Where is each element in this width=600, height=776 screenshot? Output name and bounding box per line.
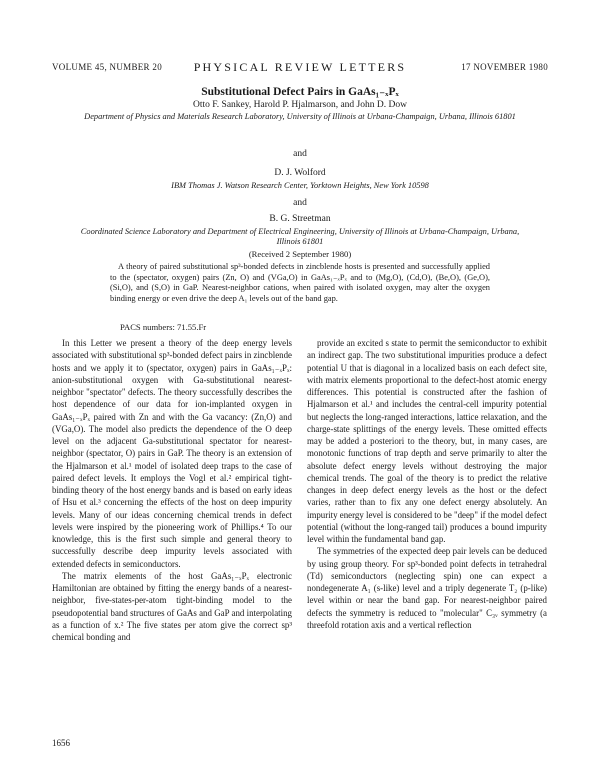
- author-list-1: Otto F. Sankey, Harold P. Hjalmarson, and John D. Dow: [193, 100, 407, 110]
- author-list-2: D. J. Wolford: [274, 168, 326, 178]
- journal-name: PHYSICAL REVIEW LETTERS: [193, 60, 407, 74]
- running-header: [52, 60, 548, 78]
- body-paragraph: provide an excited s state to permit the semiconductor to exhibit an indirect gap. The two substitutional impurities produce a defect potential U that is diagonal in a localized basis on each defect site, with matrix elements proportional to the defect-host atomic energy differences. This potential is constructed after the fashion of Hjalmarson et al.¹ and includes the central-cell impurity potential but neglects the long-ranged interactions, lattice relaxation, and the charge-state splittings of the energy levels. These omitted effects may be added a posteriori to the theory, but, in many cases, are monotonic functions of trap depth and serve primarily to alter the absolute defect energy levels without destroying the major chemical trends. The goal of the theory is to predict the relative changes in deep defect energy levels as the host or the defect varies, rather than to fix any one defect energy absolutely. An impurity energy level is considered to be "deep" if the model defect potential (without the long-ranged tail) produces a bound impurity level within the fundamental band gap.: [307, 338, 547, 544]
- received-date: (Received 2 September 1980): [248, 249, 352, 259]
- pacs-numbers: PACS numbers: 71.55.Fr: [120, 322, 207, 332]
- body-paragraph: In this Letter we present a theory of the deep energy levels associated with substitutional sp³-bonded defect pairs in zincblende hosts and we apply it to (spectator, oxygen) pairs in GaAs₁₋ₓPₓ: anion-substitutional oxygen with Ga-substitutional nearest-neighbor "spectator" defects. The theory successfully describes the host dependence of our data for ion-implanted oxygen in GaAs₁₋ₓPₓ paired with Zn and with the Ga vacancy: (Zn,O) and (VGa,O). The model also predicts the dependence of the O deep level on the adjacent Ga-substitutional spectator for nearest-neighbor (spectator, O) pairs in GaP. The theory is an extension of the Hjalmarson et al.¹ model of isolated deep traps to the case of paired defect levels. It employs the Vogl et al.² empirical tight-binding theory of the host energy bands and is based on early ideas of Hsu et al.³ concerning the effects of the host on deep impurity levels. Many of our ideas concerning chemical trends in defect levels were inspired by the pioneering work of Phillips.⁴ To our knowledge, this is the first such simple and general theory to successfully describe deep impurity levels associated with extended defects in semiconductors.: [52, 338, 292, 569]
- page-number: 1656: [52, 738, 70, 748]
- right-column: [307, 337, 547, 631]
- author-conjunction-1: and: [293, 149, 307, 159]
- author-conjunction-2: and: [293, 198, 307, 208]
- affiliation-2: IBM Thomas J. Watson Research Center, Yorktown Heights, New York 10598: [171, 181, 429, 190]
- left-column: [52, 337, 292, 643]
- author-list-3: B. G. Streetman: [269, 214, 331, 224]
- affiliation-1: Department of Physics and Materials Research Laboratory, University of Illinois at Urbana-Champaign, Urbana, Illinois 61801: [84, 112, 516, 121]
- paper-title: Substitutional Defect Pairs in GaAs₁₋ₓPₓ: [201, 86, 399, 98]
- abstract: A theory of paired substitutional sp³-bonded defects in zincblende hosts is presented and successfully applied to the (spectator, oxygen) pairs (Zn, O) and (VGa,O) in GaAs₁₋ₓPₓ and to (Mg,O), (Cd,O), (Be,O), (Ge,O), (Si,O), and (S,O) in GaP. Nearest-neighbor cations, when paired with isolated oxygen, may alter the oxygen binding energy or even drive the deep A₁ levels out of the band gap.: [110, 262, 490, 303]
- affiliation-3: Coordinated Science Laboratory and Department of Electrical Engineering, University of Illinois at Urbana-Champaign, Urbana, Illinois 61801: [80, 227, 520, 246]
- body-paragraph: The symmetries of the expected deep pair levels can be deduced by using group theory. For sp³-bonded point defects in tetrahedral (Td) semiconductors (neglecting spin) one can expect a nondegenerate A₁ (s-like) level and a triply degenerate T₂ (p-like) level within or near the band gap. For nearest-neighbor paired defects the symmetry is reduced to "molecular" C₃ᵥ symmetry (a threefold rotation axis and a vertical reflection: [307, 546, 547, 630]
- body-paragraph: The matrix elements of the host GaAs₁₋ₓPₓ electronic Hamiltonian are obtained by fitting the energy bands of a nearest-neighbor, five-states-per-atom tight-binding model to the pseudopotential band structures of GaAs and GaP and interpolating as a function of x.² The five states per atom give the correct sp³ chemical bonding and: [52, 570, 292, 642]
- issue-date: 17 NOVEMBER 1980: [461, 62, 548, 72]
- volume-number: VOLUME 45, NUMBER 20: [52, 62, 163, 72]
